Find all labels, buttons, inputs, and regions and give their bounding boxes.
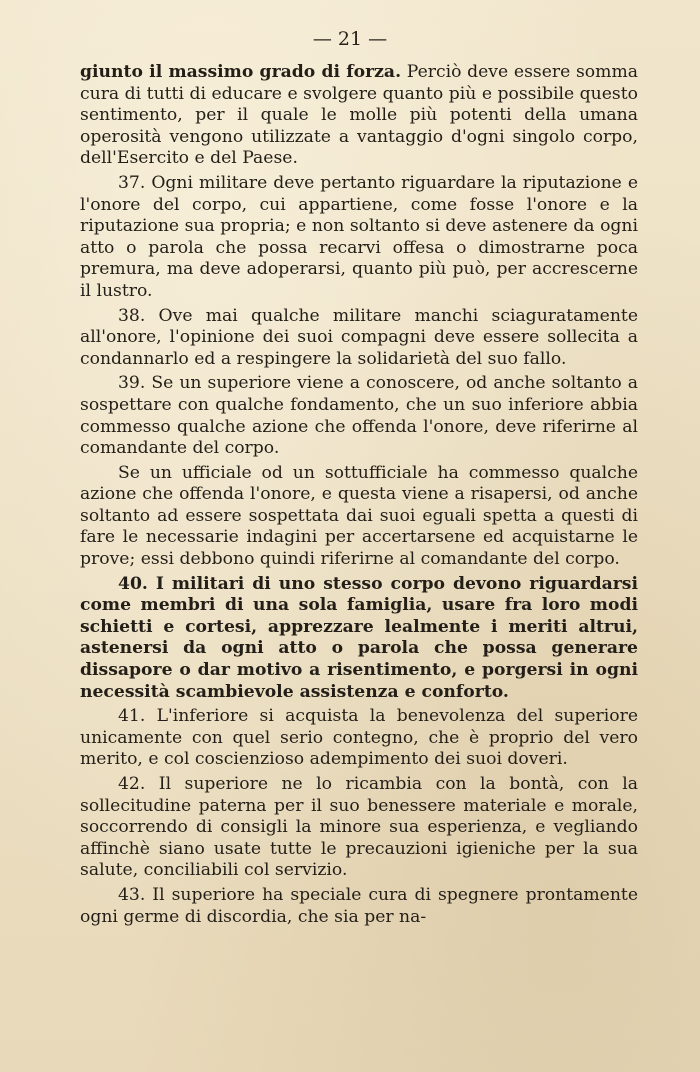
paragraph-37: 37. Ogni militare deve pertanto riguardare la riputazione e l'onore del corpo, cui appartiene, come fosse l'onore e la riputazione sua propria; e non soltanto si deve astenere da ogni atto o parola che possa recarvi offesa o dimostrarne poca premura, ma deve adoperarsi, quanto più può, per accrescerne il lustro. xyxy=(80,172,638,301)
paragraph-38: 38. Ove mai qualche militare manchi sciaguratamente all'onore, l'opinione dei suoi compagni deve essere sollecita a condannarlo ed a respingere la solidarietà del suo fallo. xyxy=(80,305,638,369)
paragraph-39: 39. Se un superiore viene a conoscere, od anche soltanto a sospettare con qualche fondamento, che un suo inferiore abbia commesso qualche azione che offenda l'onore, deve riferirne al comandante del corpo. xyxy=(80,373,638,459)
page-number: — 21 — xyxy=(312,28,388,50)
paragraph-43: 43. Il superiore ha speciale cura di spegnere prontamente ogni germe di discordia, che sia per na- xyxy=(80,884,638,927)
paragraph-41: 41. L'inferiore si acquista la benevolenza del superiore unicamente con quel serio contegno, che è proprio del vero merito, e col coscienzioso adempimento dei suoi doveri. xyxy=(80,706,638,770)
paragraph-42: 42. Il superiore ne lo ricambia con la bontà, con la sollecitudine paterna per il suo benessere materiale e morale, soccorrendo di consigli la minore sua esperienza, e vegliando affinchè siano usate tutte le precauzioni igieniche per la sua salute, conciliabili col servizio. xyxy=(80,774,638,881)
body-text xyxy=(80,62,638,931)
paragraph-text: Perciò deve essere somma cura di tutti di educare e svolgere quanto più e possibile questo sentimento, per il quale le molle più potenti della umana operosità vengono utilizzate a vantaggio d'ogni singolo corpo, dell'Esercito e del Paese. xyxy=(80,62,638,169)
paragraph-40: 40. I militari di uno stesso corpo devono riguardarsi come membri di una sola famiglia, usare fra loro modi schietti e cortesi, apprezzare lealmente i meriti altrui, astenersi da ogni atto o parola che possa generare dissapore o dar motivo a risentimento, e porgersi in ogni necessità scambievole assistenza e conforto. xyxy=(80,573,638,702)
paragraph-continuation xyxy=(80,62,638,170)
paragraph-lead-bold: giunto il massimo grado di forza. xyxy=(80,62,402,82)
paragraph-39-continued: Se un ufficiale od un sottufficiale ha commesso qualche azione che offenda l'onore, e questa viene a risapersi, od anche soltanto ad essere sospettata dai suoi eguali spetta a questi di fare le necessarie indagini per accertarsene ed acquistarne le prove; essi debbono quindi riferirne al comandante del corpo. xyxy=(80,462,638,570)
